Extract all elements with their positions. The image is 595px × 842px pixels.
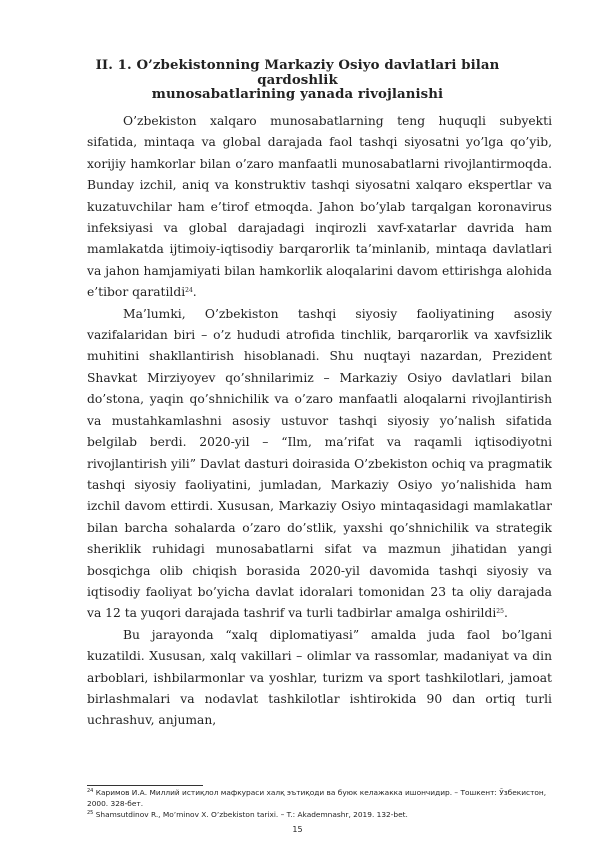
paragraph-1-text: O’zbekiston xalqaro munosabatlarning teng huquqli subyekti sifatida, mintaqa va global darajada faol tashqi siyosatni yo’lga qo’yib, xorijiy hamkorlar bilan o’zaro manfaatli munosabatlarni rivojlantirmoqda. Bunday izchil, aniq va konstruktiv tashqi siyosatni xalqaro ekspertlar va kuzatuvchilar ham e’tirof etmoqda. Jahon bo’ylab tarqalgan koronavirus infeksiyasi va global darajadagi inqirozli xavf-xatarlar davrida ham mamlakatda ijtimoiy-iqtisodiy barqarorlik ta’minlanib, mintaqa davlatlari va jahon hamjamiyati bilan hamkorlik aloqalarini davom ettirishga alohida e’tibor qaratildi: [87, 114, 552, 300]
paragraph-1-tail: .: [192, 285, 197, 300]
footnote-ref-24: 24: [185, 287, 193, 295]
section-heading-line-1: II. 1. O’zbekistonning Markaziy Osiyo davlatlari bilan qardoshlik: [95, 58, 500, 88]
page-number: 15: [292, 825, 303, 834]
footnote-text: Каримов И.А. Миллий истиқлол мафкураси халқ эътиқоди ва буюк келажакка ишончидир. – Тошкент: Ўзбекистон, 2000. 328-бет.: [87, 788, 547, 808]
paragraph-1: [87, 111, 552, 304]
footnote-divider: [87, 785, 203, 786]
footnote-number: 24: [87, 788, 94, 794]
paragraph-3: [87, 625, 552, 732]
paragraph-2-tail: .: [503, 606, 508, 621]
footnote-number: 25: [87, 809, 94, 816]
footnote-text: Shamsutdinov R., Mo’minov X. O’zbekiston tarixi. – T.: Akademnashr, 2019. 132-bet.: [95, 809, 408, 819]
paragraph-3-text: Bu jarayonda “xalq diplomatiyasi” amalda juda faol bo’lgani kuzatildi. Xususan, xalq vakillari – olimlar va rassomlar, madaniyat va din arboblari, ishbilarmonlar va yoshlar, turizm va sport tashkilotlari, jamoat birlashmalari va nodavlat tashkilotlar ishtirokida 90 dan ortiq turli uchrashuv, anjuman,: [87, 627, 552, 728]
paragraph-2: [87, 304, 552, 625]
section-heading-line-2: munosabatlarining yanada rivojlanishi: [151, 87, 444, 102]
footnote-ref-25: 25: [496, 608, 504, 616]
body-text: [87, 111, 552, 732]
footnote-25: [87, 810, 552, 821]
paragraph-2-text: Ma’lumki, O’zbekiston tashqi siyosiy faoliyatining asosiy vazifalaridan biri – o’z hududi atrofida tinchlik, barqarorlik va xavfsizlik muhitini shakllantirish hisoblanadi. Shu nuqtayi nazardan, Prezident Shavkat Mirziyoyev qo’shnilarimiz – Markaziy Osiyo davlatlari bilan do’stona, yaqin qo’shnichilik va o’zaro manfaatli aloqalarni rivojlantirish va mustahkamlashni asosiy ustuvor tashqi siyosiy yo’nalish sifatida belgilab berdi. 2020-yil – “Ilm, ma’rifat va raqamli iqtisodiyotni rivojlantirish yili” Davlat dasturi doirasida O’zbekiston ochiq va pragmatik tashqi siyosiy faoliyatini, jumladan, Markaziy Osiyo yo’nalishida ham izchil davom ettirdi. Xususan, Markaziy Osiyo mintaqasidagi mamlakatlar bilan barcha sohalarda o’zaro do’stlik, yaxshi qo’shnichilik va strategik sheriklik ruhidagi munosabatlarni sifat va mazmun jihatidan yangi bosqichga olib chiqish borasida 2020-yil davomida tashqi siyosiy va iqtisodiy faoliyat bo’yicha davlat idoralari tomonidan 23 ta oliy darajada va 12 ta yuqori darajada tashrif va turli tadbirlar amalga oshirildi: [87, 306, 552, 621]
footnote-24: [87, 788, 552, 810]
footnotes: [87, 788, 552, 820]
